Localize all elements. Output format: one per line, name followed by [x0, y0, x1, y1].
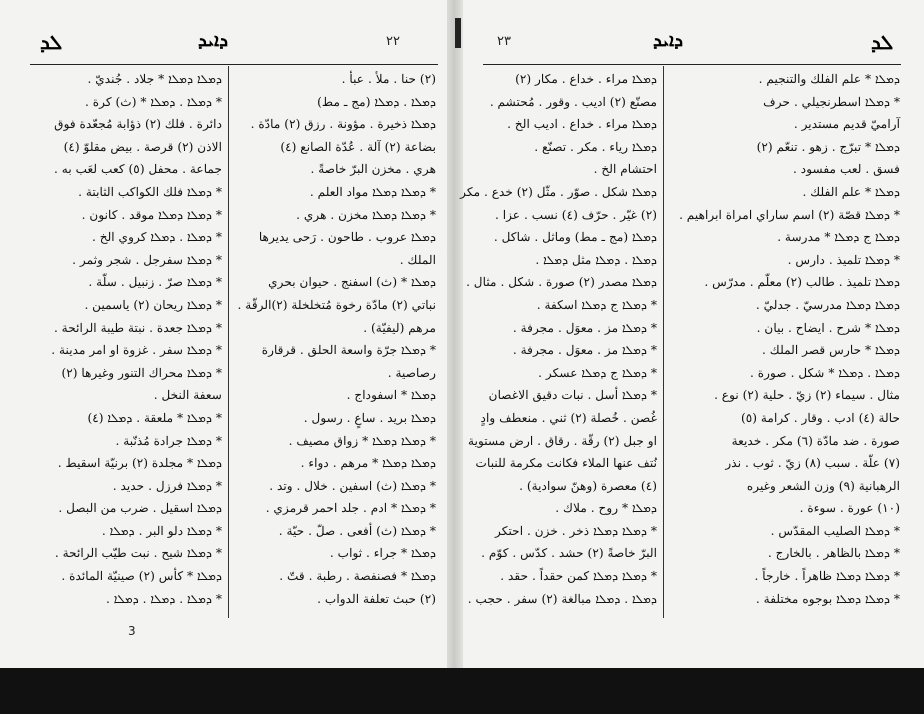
entry-line: ܕܡܠܐ مصدر (٢) صورة . شكل . مثال .	[466, 275, 657, 290]
entry-line: سعفة النخل .	[153, 388, 222, 403]
entry-line: ܕܡܠܐ * روح . ملاك .	[555, 501, 657, 516]
entry-line: (٢) غيّر . حرّف (٤) نسب . عزا .	[494, 207, 657, 222]
left-header-mark: ܠܕ	[40, 30, 63, 54]
entry-line: ܕܡܠܐ مراء . خداع . اديب الخ .	[507, 117, 657, 132]
entry-line: * ܕܡܠܐ الصليب المقدّس .	[770, 523, 900, 538]
entry-line: مثال . سيماء (٢) زيّ . حلية (٢) نوع .	[714, 388, 900, 403]
entry-line: * ܕܡܠܐ ܕܡܠܐ كمن حقداً . حقد .	[500, 569, 657, 584]
entry-line: * ܕܡܠܐ جعدة . نبتة طيبة الرائحة .	[53, 320, 222, 335]
entry-line: (٢) حبث تعلفة الدواب .	[317, 591, 436, 606]
entry-line: * ܕܡܠܐ * ادم . جلد احمر قرمزي .	[265, 501, 436, 516]
entry-line: * ܕܡܠܐ ܕܡܠܐ مخزن . هري .	[296, 207, 436, 222]
folio-number: 3	[128, 624, 136, 638]
right-page	[455, 0, 924, 668]
entry-line: * ܕܡܠܐ دلو البر . ܕܡܠܐ .	[101, 523, 222, 538]
entry-line: (٤) معصرة (وهنّ سوادية) .	[519, 478, 657, 493]
entry-line: نُتف عنها الملاء فكانت مكرمة للنبات	[475, 456, 657, 471]
left-page-header	[0, 30, 455, 58]
entry-line: دائرة . فلك (٢) ذؤابة مُجعّدة فوق	[54, 117, 222, 132]
entry-line: * ܕܡܠܐ ܕܡܠܐ مواد العلم .	[309, 184, 436, 199]
entry-line: ܕܡܠܐ ܕܡܠܐ مدرسيّ . جدليّ .	[755, 297, 900, 312]
entry-line: فسق . لعب مفسود .	[793, 162, 900, 177]
entry-line: (٢) حنا . ملأ . عبأ .	[341, 72, 436, 86]
entry-line: غُصن . خُصلة (٢) ثني . منعطف وادٍ	[480, 410, 657, 425]
entry-line: * ܕܡܠܐ ج ܕܡܠܐ عسكر .	[538, 365, 657, 380]
entry-line: * ܕܡܠܐ ܕܡܠܐ بوجوه مختلفة .	[755, 591, 900, 606]
entry-line: ܕܡܠܐ ج ܕܡܠܐ * مدرسة .	[777, 230, 900, 245]
entry-line: * ܕܡܠܐ ܕܡܠܐ * زواق مصيف .	[288, 433, 436, 448]
entry-line: * ܕܡܠܐ سفرجل . شجر وثمر .	[72, 252, 222, 267]
right-page-right-column	[670, 68, 900, 610]
entry-line: ܕܡܠܐ . ܕܡܠܐ * شكل . صورة .	[750, 365, 900, 380]
entry-line: * ܕܡܠܐ اسطرنجيلي . حرف	[763, 94, 900, 109]
right-page-header	[455, 30, 924, 58]
entry-line: (٧) علّة . سبب (٨) زيّ . ثوب . نذر	[725, 456, 900, 471]
entry-line: * ܕܡܠܐ جرادة مُذنّبة .	[115, 433, 222, 448]
entry-line: رصاصية .	[387, 365, 436, 380]
entry-line: مصنّع (٢) اديب . وقور . مُحتشم .	[489, 94, 657, 109]
entry-line: * ܕܡܠܐ جرّة واسعة الحلق . قرقارة	[261, 343, 436, 358]
entry-line: الاذن (٢) قرصة . بيض مقلوّ (٤)	[63, 139, 222, 154]
entry-line: نباتي (٢) مادّة رخوة مُتخلخلة (٢)الرقّة .	[237, 297, 436, 312]
entry-line: ܕܡܠܐ * اسفوداج .	[346, 388, 436, 403]
entry-line: * ܕܡܠܐ شيح . نبت طيّب الرائحة .	[54, 546, 222, 561]
entry-line: ܕܡܠܐ . ܕܡܠܐ مبالغة (٢) سفر . حجب .	[467, 591, 657, 606]
entry-line: هري . مخزن البرّ خاصةً .	[310, 162, 436, 177]
entry-line: * ܕܡܠܐ محراك التنور وغيرها (٢)	[61, 365, 222, 380]
entry-line: ܕܡܠܐ ذخيرة . مؤونة . رزق (٢) مادّة .	[250, 117, 436, 132]
entry-line: صورة . ضد مادّة (٦) مكر . خديعة	[731, 433, 900, 448]
entry-line: * ܕܡܠܐ ܕܡܠܐ موقد . كانون .	[81, 207, 222, 222]
entry-line: ܕܡܠܐ . ܕܡܠܐ مثل ܕܡܠܐ .	[535, 252, 657, 267]
right-header-rule	[483, 64, 901, 65]
entry-line: ܕܡܠܐ * علم الفلك .	[802, 184, 900, 199]
left-page-right-column	[236, 68, 436, 610]
entry-line: حالة (٤) ادب . وقار . كرامة (٥)	[740, 410, 900, 425]
entry-line: او جبل (٢) رقّة . رقاق . ارض مستوية	[468, 433, 657, 448]
entry-line: ܕܡܠܐ عروب . طاحون . رَحى يديرها	[258, 230, 436, 245]
right-header-mark: ܠܕ	[871, 30, 894, 54]
left-page-left-column	[30, 68, 222, 610]
entry-line: * ܕܡܠܐ ܕܡܠܐ ذخر . خزن . احتكر	[495, 523, 657, 538]
entry-line: * ܕܡܠܐ ج ܕܡܠܐ اسكفة .	[536, 297, 657, 312]
entry-line: ܕܡܠܐ * كأس (٢) صينيّة المائدة .	[61, 569, 222, 584]
entry-line: ܕܡܠܐ ܕܡܠܐ * جلاد . جُنديّ .	[87, 72, 222, 86]
entry-line: ܕܡܠܐ * فصنفصة . رطبة . قتّ .	[279, 569, 436, 584]
entry-line: * ܕܡܠܐ . ܕܡܠܐ . ܕܡܠܐ .	[105, 591, 222, 606]
entry-line: * ܕܡܠܐ ܕܡܠܐ ظاهراً . خارجاً .	[754, 569, 900, 584]
entry-line: * ܕܡܠܐ سفر . غزوة او امر مدينة .	[51, 343, 222, 358]
entry-line: ܕܡܠܐ * شرح . ايضاح . بيان .	[756, 320, 900, 335]
entry-line: آراميّ قديم مستدير .	[793, 117, 900, 132]
entry-line: ܕܡܠܐ شكل . صوّر . مثّل (٢) خدع . مكر	[460, 184, 657, 199]
entry-line: * ܕܡܠܐ (ث) اسفين . خلال . وتد .	[269, 478, 436, 493]
entry-line: ܕܡܠܐ (مج ـ مط) وماثل . شاكل .	[493, 230, 657, 245]
left-page	[0, 0, 455, 668]
entry-line: مرهم (ليفيّة) .	[363, 320, 436, 335]
left-header-rule	[30, 64, 438, 65]
entry-line: ܕܡܠܐ تلميذ . طالب (٢) معلّم . مدرّس .	[704, 275, 900, 290]
entry-line: ܕܡܠܐ ܕܡܠܐ * مرهم . دواء .	[300, 456, 436, 471]
entry-line: (١٠) عورة . سوءة .	[799, 501, 900, 516]
entry-line: * ܕܡܠܐ أسل . نبات دقيق الاغصان	[488, 388, 657, 403]
entry-line: ܕܡܠܐ * (ث) اسفنج . حيوان بحري	[268, 275, 436, 290]
entry-line: ܕܡܠܐ اسقيل . ضرب من البصل .	[58, 501, 222, 516]
entry-line: * ܕܡܠܐ مز . معوَل . مجرفة .	[512, 343, 657, 358]
entry-line: * ܕܡܠܐ فلك الكواكب الثابتة .	[78, 184, 222, 199]
entry-line: * ܕܡܠܐ بالظاهر . بالخارج .	[767, 546, 900, 561]
entry-line: ܕܡܠܐ * علم الفلك والتنجيم .	[758, 72, 900, 86]
left-header-word: ܕܐܝܕ	[198, 30, 228, 51]
scan-bottom-border	[0, 668, 924, 714]
entry-line: * ܕܡܠܐ فرزل . حديد .	[112, 478, 222, 493]
entry-line: * ܕܡܠܐ تلميذ . دارس .	[787, 252, 900, 267]
right-column-divider	[663, 66, 664, 618]
entry-line: احتشام الخ .	[593, 162, 657, 177]
right-page-left-column	[460, 68, 657, 610]
entry-line: * ܕܡܠܐ (ث) أفعى . صلّ . حيّة .	[278, 523, 436, 538]
entry-line: الملك .	[399, 252, 436, 267]
entry-line: بضاعة (٢) آلة . عُدّة الصانع (٤)	[280, 139, 436, 154]
entry-line: البرّ خاصةً (٢) حشد . كدّس . كوّم .	[481, 546, 657, 561]
entry-line: ܕܡܠܐ * حارس قصر الملك .	[762, 343, 900, 358]
entry-line: ܕܡܠܐ * جراء . ثواب .	[329, 546, 436, 561]
entry-line: * ܕܡܠܐ * ملعقة . ܕܡܠܐ (٤)	[87, 410, 222, 425]
entry-line: جماعة . محفل (٥) كعب لعَب به .	[54, 162, 222, 177]
right-header-word: ܕܐܝܕ	[653, 30, 683, 51]
entry-line: ܕܡܠܐ رياء . مكر . تصنّع .	[534, 139, 657, 154]
entry-line: ܕܡܠܐ مراء . خداع . مكار (٢)	[515, 72, 657, 86]
entry-line: ܕܡܠܐ بريد . ساعٍ . رسول .	[303, 410, 436, 425]
right-page-number-top: ٢٣	[497, 34, 511, 49]
entry-line: * ܕܡܠܐ . ܕܡܠܐ كروي الخ .	[91, 230, 222, 245]
entry-line: ܕܡܠܐ . ܕܡܠܐ (مج ـ مط)	[317, 94, 436, 109]
entry-line: * ܕܡܠܐ قصّة (٢) اسم ساراي امراة ابراهيم .	[679, 207, 900, 222]
entry-line: ܕܡܠܐ * تبرّج . زهو . تنعّم (٢)	[756, 139, 900, 154]
entry-line: * ܕܡܠܐ . ܕܡܠܐ * (ث) كرة .	[85, 94, 222, 109]
entry-line: * ܕܡܠܐ مز . معوَل . مجرفة .	[512, 320, 657, 335]
entry-line: * ܕܡܠܐ صرّ . زنبيل . سلّة .	[88, 275, 222, 290]
entry-line: ܕܡܠܐ * مجلدة (٢) برنيّة اسقيط .	[57, 456, 222, 471]
entry-line: الرهبانية (٩) وزن الشعر وغيره	[746, 478, 900, 493]
left-page-number-top: ٢٢	[386, 34, 400, 49]
left-column-divider	[228, 66, 229, 618]
entry-line: * ܕܡܠܐ ريحان (٢) ياسمين .	[84, 297, 222, 312]
